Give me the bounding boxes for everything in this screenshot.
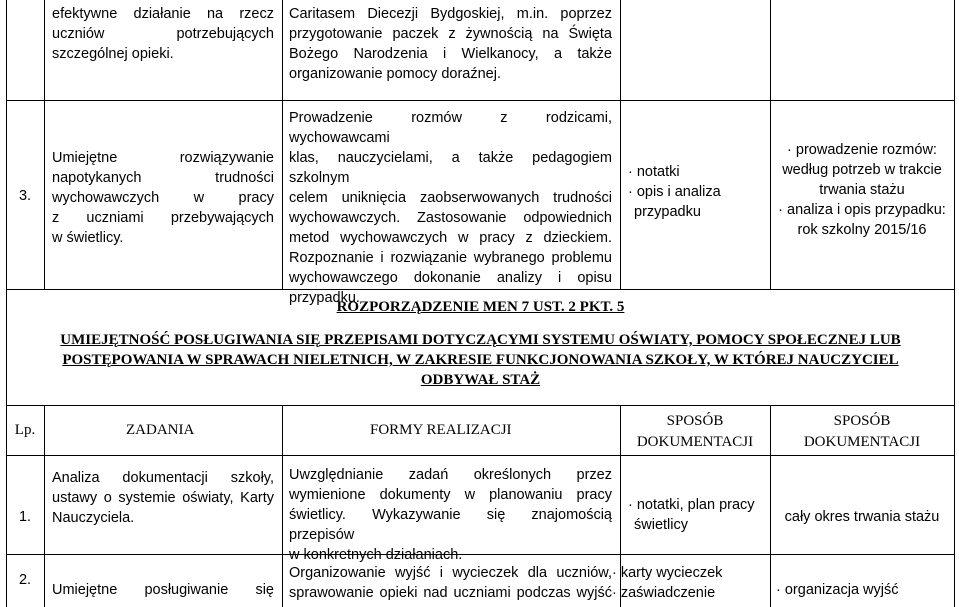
text-line: Caritasem Diecezji Bydgoskiej, m.in. poprzez (289, 6, 612, 22)
grid-line (44, 0, 45, 290)
row1-lp: 1. (18, 509, 32, 525)
text-line: uczniów potrzebujących (52, 26, 274, 42)
time-item: · analiza i opis przypadku: (772, 200, 952, 220)
row3-doc-cell (628, 162, 768, 222)
text-line: Rozpoznanie i rozwiązanie wybranego problemu (289, 250, 612, 266)
row2-forms-cell (289, 563, 612, 603)
grid-line (6, 455, 955, 456)
row1-time: cały okres trwania stażu (784, 509, 940, 525)
text-line: w świetlicy. (52, 230, 124, 246)
doc-item: · notatki, plan pracy (628, 495, 768, 515)
text-line: organizowanie pomocy doraźnej. (289, 66, 501, 82)
text-line: Uwzględnianie zadań określonych przez (289, 467, 612, 483)
grid-line (620, 0, 621, 290)
text-line: szczególnej opieki. (52, 46, 174, 62)
header-doc-2 (770, 411, 954, 453)
text-line: Bożego Narodzenia i Wielkanocy, a także (289, 46, 612, 62)
regulation-text: ROZPORZĄDZENIE MEN 7 UST. 2 PKT. 5 (336, 299, 625, 315)
text-line: Nauczyciela. (52, 510, 135, 526)
doc-item: przypadku (634, 204, 701, 220)
text-line: celem uniknięcia zaobserwowanych trudności (289, 190, 612, 206)
header-doc-line: SPOSÓB (666, 413, 724, 429)
text-line: klas, nauczycielami, a także pedagogiem szkolnym (289, 150, 612, 186)
section-title (6, 330, 955, 390)
section-title-line: POSTĘPOWANIA W SPRAWACH NIELETNICH, W ZAKRESIE FUNKCJONOWANIA SZKOŁY, W KTÓREJ NAUCZYCIEL (62, 352, 899, 368)
header-tasks: ZADANIA (126, 422, 195, 438)
header-doc-line: SPOSÓB (833, 413, 891, 429)
top-task-cell (52, 4, 274, 64)
section-title-line: ODBYWAŁ STAŻ (420, 372, 541, 388)
row1-doc-cell (628, 495, 768, 535)
text-line: sprawowanie opieki nad uczniami podczas wyjść (289, 585, 612, 601)
text-line: wychowawczych. Zastosowanie odpowiednich (289, 210, 612, 226)
regulation-title (6, 299, 955, 316)
header-doc-line: DOKUMENTACJI (636, 434, 754, 450)
text-line: wymienione dokumenty w planowaniu pracy (289, 487, 612, 503)
doc-item: · notatki (628, 162, 768, 182)
text-line: przypadku. (289, 290, 360, 306)
row2-doc-cell (612, 563, 770, 603)
text-line: Umiejętne rozwiązywanie (52, 150, 274, 166)
header-lp: Lp. (14, 422, 36, 438)
text-line: świetlicy. Wykazywanie się znajomością przepisów (289, 507, 612, 543)
text-line: w konkretnych działaniach. (289, 547, 463, 563)
row1-task-cell (52, 468, 274, 528)
text-line: wychowawczych w pracy (52, 190, 274, 206)
doc-item: · zaświadczenie (612, 583, 770, 603)
doc-item: świetlicy (634, 517, 688, 533)
top-forms-cell (289, 4, 612, 84)
section-title-line: UMIEJĘTNOŚĆ POSŁUGIWANIA SIĘ PRZEPISAMI DOTYCZĄCYMI SYSTEMU OŚWIATY, POMOCY SPOŁECZNEJ LUB (60, 332, 901, 348)
text-line: napotykanych trudności (52, 170, 274, 186)
grid-line (770, 0, 771, 290)
text-line: Analiza dokumentacji szkoły, (52, 470, 274, 486)
time-item: rok szkolny 2015/16 (797, 222, 927, 238)
time-item: według potrzeb w trakcie (782, 162, 942, 178)
header-doc (620, 411, 770, 453)
row2-task-line: Umiejętne posługiwanie się (52, 582, 274, 598)
grid-line (282, 0, 283, 290)
time-item: · organizacja wyjść (776, 580, 952, 600)
text-line: efektywne działanie na rzecz (52, 6, 274, 22)
row2-lp: 2. (18, 572, 32, 588)
text-line: wychowawczego dokonanie analizy i opisu (289, 270, 612, 286)
text-line: przygotowanie paczek z żywnością na Święta (289, 26, 612, 42)
time-item: · prowadzenie rozmów: (772, 140, 952, 160)
doc-item: · karty wycieczek (612, 563, 770, 583)
text-line: Prowadzenie rozmów z rodzicami, wychowawcami (289, 110, 612, 146)
text-line: z uczniami przebywających (52, 210, 274, 226)
text-line: ustawy o systemie oświaty, Karty (52, 490, 274, 506)
doc-item: · opis i analiza (628, 182, 768, 202)
row1-forms-cell (289, 465, 612, 565)
text-line: metod wychowawczych w pracy z dzieckiem. (289, 230, 612, 246)
header-doc-line: DOKUMENTACJI (803, 434, 921, 450)
text-line: Organizowanie wyjść i wycieczek dla uczniów, (289, 565, 612, 581)
row3-lp: 3. (18, 188, 32, 204)
row3-forms-cell (289, 108, 612, 308)
row3-task-cell (52, 148, 274, 248)
grid-line (282, 405, 283, 607)
row2-time-cell (776, 580, 952, 600)
grid-line (44, 405, 45, 607)
row3-time-cell (772, 140, 952, 240)
time-item: trwania stażu (819, 182, 905, 198)
header-forms: FORMY REALIZACJI (370, 422, 512, 438)
grid-line (6, 100, 955, 101)
grid-line (6, 405, 955, 406)
